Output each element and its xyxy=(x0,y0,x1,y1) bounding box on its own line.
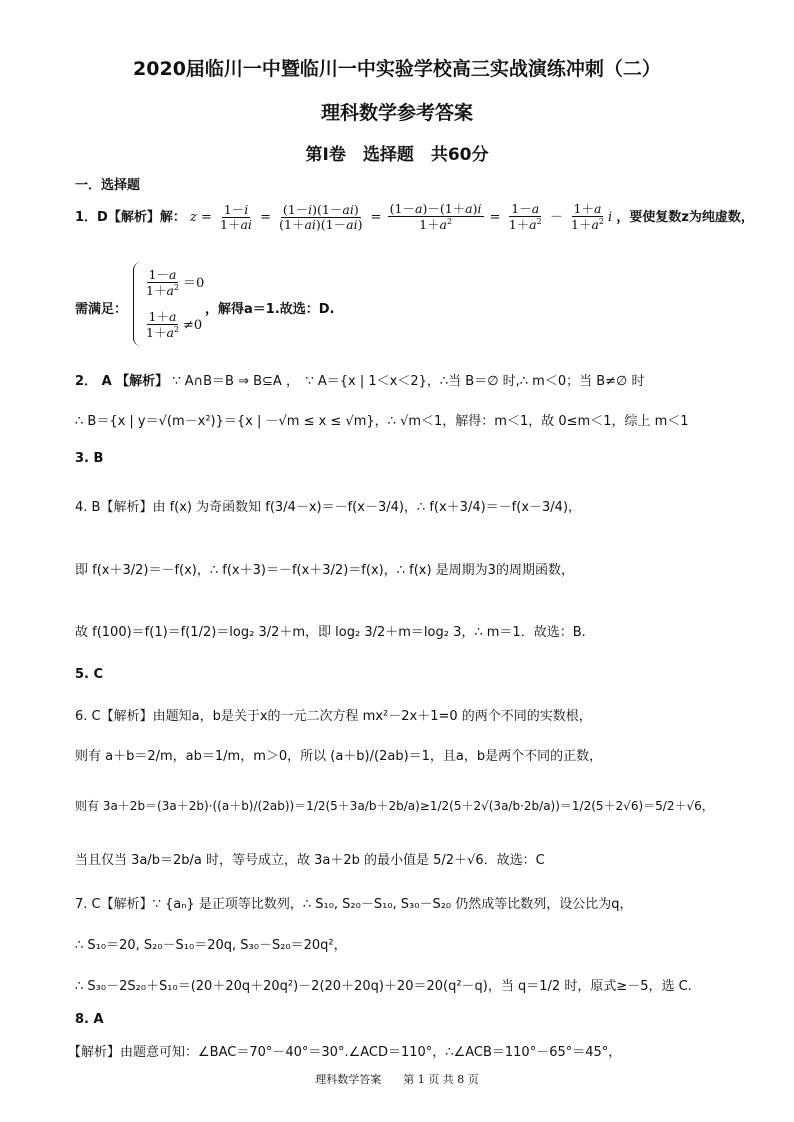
q4-line1: 4. B【解析】由 f(x) 为奇函数知 f(3/4－x)＝－f(x－3/4)，∴ f(x＋3/4)＝－f(x－3/4)， xyxy=(75,500,582,515)
q5-answer: 5. C xyxy=(75,667,104,682)
page-footer: 理科数学答案 第 1 页 共 8 页 xyxy=(315,1073,479,1086)
q2-line1 xyxy=(75,370,754,389)
q2-label: 2． A 【解析】 xyxy=(75,374,169,389)
q6-line3: 则有 3a＋2b＝(3a＋2b)·((a＋b)/(2ab))＝1/2(5＋3a/b＋2b/a)≥1/2(5＋2√(3a/b·2b/a))＝1/2(5＋2√6)＝5/2＋√6， xyxy=(75,799,714,813)
q8-line1: 【解析】由题意可知：∠BAC＝70°－40°＝30°.∠ACD＝110°，∴∠ACB＝110°－65°＝45°， xyxy=(68,1045,622,1060)
q1-solution-line: 1．D【解析】解： z = $\frac{1-i}{1+ai}$ = $\frac{(1-i)(1-ai)}{(1+ai)(1-ai)}$ = $\frac{(1-a)-(1+a)i}{1+a^2}$ = $\frac{1-a}{1+a^2}$ － $\frac{1+a}{1+a^2}$ i ，要使复数z为纯虚数， xyxy=(75,201,754,233)
q1-cond2: $\frac{1+a}{1+a^2}$ ≠0 xyxy=(146,309,203,341)
section-heading: 一．选择题 xyxy=(75,178,141,193)
q4-line3: 故 f(100)＝f(1)＝f(1/2)＝log₂ 3/2＋m，即 log₂ 3/2＋m＝log₂ 3，∴ m＝1．故选：B. xyxy=(75,625,586,640)
q1-cond1: $\frac{1-a}{1+a^2}$ ＝0 xyxy=(146,267,205,299)
exam-title: 2020届临川一中暨临川一中实验学校高三实战演练冲刺（二） xyxy=(133,58,661,80)
q2-line2: ∴ B＝{x | y＝√(m－x²)}＝{x | －√m ≤ x ≤ √m}，∴ √m＜1，解得：m＜1，故 0≤m＜1，综上 m＜1 xyxy=(75,414,689,429)
q8-answer: 8. A xyxy=(75,1012,104,1027)
q4-line2: 即 f(x＋3/2)＝－f(x)，∴ f(x＋3)＝－f(x＋3/2)＝f(x)，∴ f(x) 是周期为3的周期函数， xyxy=(75,563,574,578)
q7-line2: ∴ S₁₀＝20, S₂₀－S₁₀＝20q, S₃₀－S₂₀＝20q²， xyxy=(75,938,347,953)
q6-line4: 当且仅当 3a/b＝2b/a 时，等号成立，故 3a＋2b 的最小值是 5/2＋√6．故选：C xyxy=(75,853,545,868)
q6-line1: 6. C【解析】由题知a，b是关于x的一元二次方程 mx²－2x＋1=0 的两个不同的实数根， xyxy=(75,709,592,724)
q1-label: 1．D【解析】解： xyxy=(75,209,186,225)
q3-answer: 3. B xyxy=(75,451,104,466)
q6-line2: 则有 a＋b＝2/m，ab＝1/m，m＞0，所以 (a＋b)/(2ab)＝1，且a，b是两个不同的正数， xyxy=(75,749,603,764)
answer-title: 理科数学参考答案 xyxy=(320,102,473,124)
q7-line3: ∴ S₃₀－2S₂₀＋S₁₀＝(20＋20q＋20q²)－2(20＋20q)＋20＝20(q²－q)，当 q＝1/2 时，原式≥－5，选 C. xyxy=(75,979,692,994)
q1-tail: ，要使复数z为纯虚数， xyxy=(616,209,754,225)
q7-line1: 7. C【解析】∵ {aₙ} 是正项等比数列，∴ S₁₀, S₂₀－S₁₀, S₃₀－S₂₀ 仍然成等比数列，设公比为q， xyxy=(75,897,633,912)
q1-cond-tail: ，解得a＝1.故选：D. xyxy=(205,302,335,317)
q2-line1-text: ∵ A∩B＝B ⇒ B⊆A ， ∵ A＝{x | 1＜x＜2}，∴当 B＝∅ 时,∴ m＜0；当 B≠∅ 时 xyxy=(172,374,645,389)
q1-condition-prefix: 需满足： xyxy=(75,302,128,317)
section-title: 第Ⅰ卷 选择题 共60分 xyxy=(305,145,489,165)
